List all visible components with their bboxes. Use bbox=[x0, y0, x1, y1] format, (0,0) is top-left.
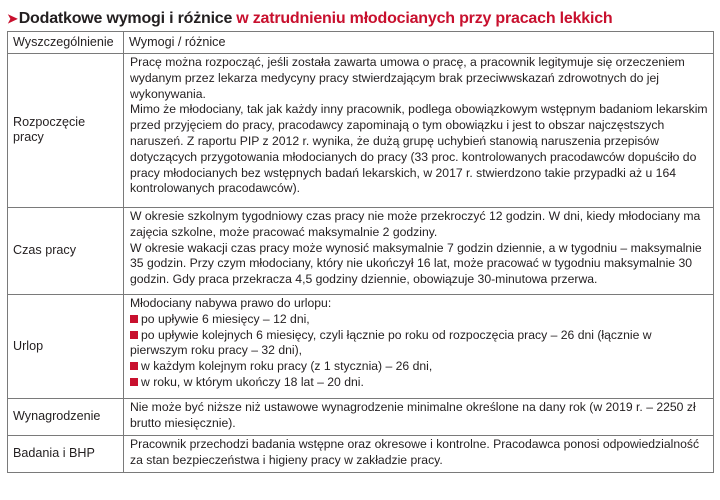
row-content bbox=[124, 54, 714, 208]
row-label: Urlop bbox=[8, 295, 124, 399]
paragraph: Nie może być niższe niż ustawowe wynagrodzenie minimalne określone na dany rok (w 2019 r. – 2250 zł brutto miesięcznie). bbox=[130, 400, 696, 430]
square-bullet-icon bbox=[130, 331, 138, 339]
square-bullet-icon bbox=[130, 315, 138, 323]
table-row bbox=[8, 208, 714, 295]
table-row bbox=[8, 295, 714, 399]
row-content bbox=[124, 436, 714, 473]
table-header-row bbox=[8, 32, 714, 54]
row-label: Wynagrodzenie bbox=[8, 399, 124, 436]
list-intro: Młodociany nabywa prawo do urlopu: bbox=[130, 296, 332, 310]
row-content bbox=[124, 295, 714, 399]
table-row bbox=[8, 399, 714, 436]
list-item-text: po upływie 6 miesięcy – 12 dni, bbox=[141, 311, 310, 326]
paragraph: Pracę można rozpocząć, jeśli została zawarta umowa o pracę, a pracownik legitymuje się orzeczeniem wydanym przez lekarza medycyny pracy stwierdzającym brak przeciwwskazań zdrowotnych do jej wykonywania. bbox=[130, 55, 685, 101]
title-part-1: Dodatkowe wymogi i różnice bbox=[18, 10, 233, 27]
table-row bbox=[8, 54, 714, 208]
paragraph: Mimo że młodociany, tak jak każdy inny pracownik, podlega obowiązkowym wstępnym badaniom lekarskim przed przyjęciem do pracy, pracodawcy zapominają o tym obowiązku i jest to obszar najczęstszych naruszeń. Z raportu PIP z 2012 r. wynika, że dużą grupę uchybień stanowią naruszenia przepisów dotyczących przygotowania młodocianych do pracy (33 proc. kontrolowanych pracodawców dopuściło do pracy młodocianych bez wstępnych badań lekarskich, w 2017 r. stwierdzono takie przypadki aż u 164 kontrolowanych pracodawców). bbox=[130, 102, 708, 196]
list-item bbox=[130, 312, 709, 328]
list-item-text: w każdym kolejnym roku pracy (z 1 stycznia) – 26 dni, bbox=[141, 359, 433, 374]
paragraph: W okresie szkolnym tygodniowy czas pracy nie może przekroczyć 12 godzin. W dni, kiedy młodociany ma zajęcia szkolne, może pracować maksymalnie 2 godziny. bbox=[130, 209, 701, 239]
paragraph: W okresie wakacji czas pracy może wynosić maksymalnie 7 godzin dziennie, a w tygodniu – maksymalnie 35 godzin. Przy czym młodociany, który nie ukończył 16 lat, może pracować w tygodniu maksymalnie 30 godzin. Gdy praca przekracza 4,5 godziny dziennie, obowiązuje 30-minutowa przerwa. bbox=[130, 240, 702, 287]
header-requirements: Wymogi / różnice bbox=[124, 32, 714, 54]
square-bullet-icon bbox=[130, 378, 138, 386]
list-item bbox=[130, 328, 709, 360]
list-item bbox=[130, 359, 709, 375]
list-item-text: w roku, w którym ukończy 18 lat – 20 dni. bbox=[141, 374, 364, 389]
table-row bbox=[8, 436, 714, 473]
title-part-2: w zatrudnieniu młodocianych przy pracach lekkich bbox=[236, 10, 613, 27]
requirements-table bbox=[7, 31, 714, 473]
row-content bbox=[124, 208, 714, 295]
row-content bbox=[124, 399, 714, 436]
row-label: Rozpoczęcie pracy bbox=[8, 54, 124, 208]
arrow-icon: ➤ bbox=[7, 11, 18, 26]
paragraph: Pracownik przechodzi badania wstępne oraz okresowe i kontrolne. Pracodawca ponosi odpowiedzialność za stan bezpieczeństwa i higieny pracy w zakładzie pracy. bbox=[130, 437, 700, 467]
row-label: Czas pracy bbox=[8, 208, 124, 295]
list-item-text: po upływie kolejnych 6 miesięcy, czyli łącznie po roku od rozpoczęcia pracy – 26 dni (łącznie w pierwszym roku pracy – 32 dni), bbox=[130, 327, 652, 358]
header-category: Wyszczególnienie bbox=[8, 32, 124, 54]
list-item bbox=[130, 375, 709, 391]
row-label: Badania i BHP bbox=[8, 436, 124, 473]
square-bullet-icon bbox=[130, 362, 138, 370]
document-title bbox=[7, 7, 713, 31]
